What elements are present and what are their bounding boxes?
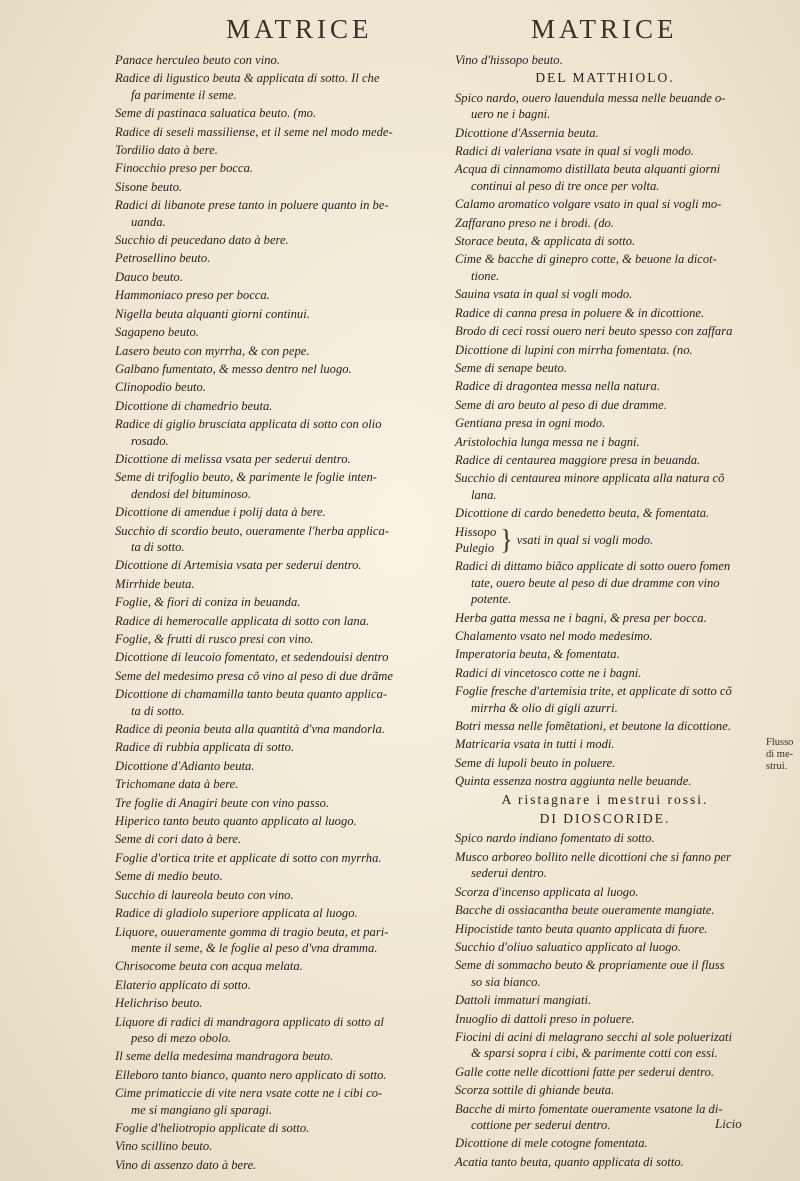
remedy-entry (115, 1014, 433, 1047)
remedy-entry: Quinta essenza nostra aggiunta nelle beuande. (455, 774, 692, 789)
remedy-entry: Matricaria vsata in tutti i modi. (455, 737, 615, 752)
remedy-entry: Lasero beuto con myrrha, & con pepe. (115, 343, 310, 358)
entry-line: Succhio di scordio beuto, oueramente l'herba applica- (115, 523, 389, 538)
remedy-entry: Seme di medio beuto. (115, 869, 223, 884)
remedy-entry (455, 470, 755, 503)
entry-line: Cime primaticcie di vite nera vsate cotte ne i cibi co- (115, 1086, 383, 1101)
remedy-entry (455, 251, 755, 284)
entry-line: Cime & bacche di ginepro cotte, & beuone la dicot- (455, 252, 717, 267)
remedy-entry: Calamo aromatico volgare vsato in qual si vogli mo- (455, 197, 722, 212)
remedy-entry: Vino di assenzo dato à bere. (115, 1157, 257, 1172)
remedy-entry: Scorza d'incenso applicata al luogo. (455, 884, 639, 899)
remedy-entry: Radice di hemerocalle applicata di sotto con lana. (115, 613, 370, 628)
entry-line: Radici di libanote prese tanto in poluere quanto in be- (115, 198, 389, 213)
remedy-entry: Radice di peonia beuta alla quantità d'vna mandorla. (115, 722, 385, 737)
remedy-entry: Sagapeno beuto. (115, 325, 199, 340)
remedy-entry: Hipocistide tanto beuta quanto applicata di fuore. (455, 921, 708, 936)
entry-continuation: dendosi del bituminoso. (131, 486, 251, 501)
entry-continuation: tate, ouero beute al peso di due dramme con vino (471, 575, 720, 590)
remedy-entry: Foglie d'heliotropio applicate di sotto. (115, 1120, 310, 1135)
remedy-entry: Storace beuta, & applicata di sotto. (455, 234, 636, 249)
remedy-entry: Galbano fumentato, & messo dentro nel luogo. (115, 361, 352, 376)
remedy-entry: Acatia tanto beuta, quanto applicata di sotto. (455, 1154, 684, 1169)
entry-line: Seme di sommacho beuto & propriamente oue il fluss (455, 958, 725, 973)
remedy-entry: Foglie, & fiori di coniza in beuanda. (115, 595, 301, 610)
remedy-entry: Il seme della medesima mandragora beuto. (115, 1049, 334, 1064)
right-column (455, 52, 755, 1172)
left-column (115, 52, 433, 1175)
entry-continuation: potente. (471, 592, 512, 607)
remedy-entry: Galle cotte nelle dicottioni fatte per sederui dentro. (455, 1064, 715, 1079)
remedy-entry: Radice di gladiolo superiore applicata al luogo. (115, 906, 358, 921)
remedy-entry: Elaterio applicato di sotto. (115, 977, 251, 992)
remedy-entry: Succhio di laureola beuto con vino. (115, 887, 294, 902)
remedy-entry: Chalamento vsato nel modo medesimo. (455, 629, 653, 643)
remedy-entry: Radice di dragontea messa nella natura. (455, 379, 660, 394)
remedy-entry: Dattoli immaturi mangiati. (455, 993, 592, 1008)
remedy-entry: Radice di seseli massiliense, et il seme nel modo mede- (115, 124, 393, 139)
remedy-entry (455, 161, 755, 194)
running-head-right: MATRICE (531, 14, 678, 44)
remedy-entry: Vino scillino beuto. (115, 1139, 213, 1154)
remedy-entry: Tordilio dato à bere. (115, 143, 218, 158)
brace-name: Pulegio (455, 540, 495, 555)
remedy-entry: Spico nardo indiano fomentato di sotto. (455, 831, 655, 846)
entry-line: Fiocini di acini di melagrano secchi al sole poluerizati (455, 1029, 733, 1044)
remedy-entry (455, 957, 755, 990)
remedy-entry: Bacche di ossiacantha beute oueramente mangiate. (455, 903, 715, 918)
entry-line: Radici di dittamo biãco applicate di sotto ouero fomen (455, 559, 731, 574)
remedy-entry (115, 197, 433, 230)
entry-continuation: fa parimente il seme. (131, 87, 237, 102)
remedy-entry: Trichomane data à bere. (115, 777, 239, 792)
entry-line: Foglie fresche d'artemisia trite, et applicate di sotto cõ (455, 684, 732, 699)
remedy-entry: Mirrhide beuta. (115, 576, 195, 591)
remedy-entry: Helichriso beuto. (115, 996, 203, 1011)
remedy-entry: Radice di centaurea maggiore presa in beuanda. (455, 452, 701, 467)
remedy-entry: Seme di pastinaca saluatica beuto. (mo. (115, 106, 317, 121)
remedy-entry: Nigella beuta alquanti giorni continui. (115, 306, 310, 321)
remedy-entry: Sauina vsata in qual si vogli modo. (455, 287, 633, 302)
remedy-entry (455, 1101, 755, 1134)
remedy-entry (455, 683, 755, 716)
entry-continuation: continui al peso di tre once per volta. (471, 178, 660, 193)
entry-continuation: ta di sotto. (131, 703, 185, 718)
remedy-entry: Vino d'hissopo beuto. (455, 53, 563, 67)
entry-line: Radice di giglio brusciata applicata di sotto con olio (115, 417, 382, 432)
remedy-entry (455, 90, 755, 123)
brace-text: vsati in qual si vogli modo. (516, 532, 654, 547)
remedy-entry: Herba gatta messa ne i bagni, & presa per bocca. (455, 610, 707, 625)
running-head-left: MATRICE (226, 14, 373, 44)
remedy-entry (115, 1085, 433, 1118)
remedy-entry: Botri messa nelle fomẽtationi, et beutone la dicottione. (455, 719, 731, 734)
catchword: Licio (715, 1116, 742, 1131)
remedy-entry: Seme del medesimo presa cõ vino al peso di due drãme (115, 668, 393, 683)
entry-continuation: tione. (471, 268, 500, 283)
section-heading-matthiolo: DEL MATTHIOLO. (535, 70, 675, 86)
remedy-entry: Seme di aro beuto al peso di due dramme. (455, 397, 667, 412)
remedy-entry (115, 416, 433, 449)
entry-line: Radice di ligustico beuta & applicata di sotto. Il che (115, 71, 380, 86)
remedy-entry: Seme di senape beuto. (455, 360, 567, 375)
marginal-note: Flusso di me-strui. (766, 737, 794, 772)
remedy-entry (115, 686, 433, 719)
remedy-entry: Clinopodio beuto. (115, 380, 206, 395)
dioscoride-entries (455, 830, 755, 1170)
remedy-entry: Chrisocome beuta con acqua melata. (115, 959, 303, 974)
remedy-entry: Dauco beuto. (115, 269, 183, 284)
remedy-entry: Dicottione di cardo benedetto beuta, & fomentata. (455, 506, 710, 521)
remedy-entry: Brodo di ceci rossi ouero neri beuto spesso con zaffara (455, 324, 733, 339)
remedy-entry: Dicottione di Artemisia vsata per sederui dentro. (115, 558, 362, 573)
entry-continuation: sederui dentro. (471, 866, 547, 881)
remedy-entry: Tre foglie di Anagiri beute con vino passo. (115, 795, 330, 810)
remedy-entry: Dicottione di chamedrio beuta. (115, 398, 273, 413)
remedy-entry: Seme di lupoli beuto in poluere. (455, 755, 616, 770)
entry-line: Musco arboreo bollito nelle dicottioni che si fanno per (455, 849, 731, 864)
remedy-entry (115, 924, 433, 957)
remedy-entry: Dicottione di amendue i polij data à bere. (115, 505, 326, 520)
remedy-entry: Elleboro tanto bianco, quanto nero applicato di sotto. (115, 1067, 387, 1082)
matthiolo-entries-a (455, 90, 755, 522)
remedy-entry: Seme di cori dato à bere. (115, 832, 242, 847)
entry-continuation: uero ne i bagni. (471, 107, 551, 122)
remedy-entry: Dicottione di mele cotogne fomentata. (455, 1136, 648, 1151)
remedy-entry: Succhio di peucedano dato à bere. (115, 233, 289, 248)
remedy-entry: Hiperico tanto beuto quanto applicato al luogo. (115, 814, 357, 829)
entry-line: Bacche di mirto fomentate oueramente vsatone la di- (455, 1101, 723, 1116)
remedy-entry: Radici di valeriana vsate in qual si vogli modo. (455, 144, 694, 159)
entry-line: Spico nardo, ouero lauendula messa nelle beuande o- (455, 90, 726, 105)
brace-entry (455, 524, 755, 557)
remedy-entry (115, 70, 433, 103)
entry-continuation: lana. (471, 487, 497, 502)
entry-continuation: uanda. (131, 214, 166, 229)
curly-brace-icon: } (500, 523, 513, 556)
entry-continuation: ta di sotto. (131, 539, 185, 554)
entry-line: Dicottione di chamamilla tanto beuta quanto applica- (115, 687, 388, 702)
entry-continuation: me si mangiano gli sparagi. (131, 1102, 272, 1117)
remedy-entry: Gentiana presa in ogni modo. (455, 416, 606, 431)
entry-line: Succhio di centaurea minore applicata alla natura cõ (455, 471, 725, 486)
entry-continuation: so sia bianco. (471, 974, 541, 989)
remedy-entry (115, 469, 433, 502)
remedy-entry: Sisone beuto. (115, 179, 183, 194)
entry-continuation: cottione per sederui dentro. (471, 1117, 611, 1132)
entry-continuation: mente il seme, & le foglie al peso d'vna dramma. (131, 940, 378, 955)
brace-name: Hissopo (455, 524, 497, 539)
entry-continuation: mirrha & olio di gigli azurri. (471, 700, 618, 715)
remedy-entry (455, 849, 755, 882)
entry-line: Acqua di cinnamomo distillata beuta alquanti giorni (455, 162, 721, 177)
entry-continuation: peso di mezo obolo. (131, 1030, 232, 1045)
remedy-entry (455, 1029, 755, 1062)
remedy-entry: Aristolochia lunga messa ne i bagni. (455, 434, 640, 449)
brace-names (455, 524, 496, 557)
remedy-entry: Radice di canna presa in poluere & in dicottione. (455, 305, 705, 320)
remedy-entry: Succhio d'oliuo saluatico applicato al luogo. (455, 939, 681, 954)
remedy-entry (455, 558, 755, 607)
remedy-entry: Foglie d'ortica trite et applicate di sotto con myrrha. (115, 850, 382, 865)
remedy-entry (115, 523, 433, 556)
remedy-entry: Dicottione d'Adianto beuta. (115, 758, 255, 773)
entry-line: Liquore, ouueramente gomma di tragio beuta, et pari- (115, 924, 389, 939)
remedy-entry: Scorza sottile di ghiande beuta. (455, 1083, 615, 1098)
remedy-entry: Hammoniaco preso per bocca. (115, 288, 270, 303)
remedy-entry: Dicottione di lupini con mirrha fomentata. (no. (455, 342, 693, 357)
remedy-entry: Panace herculeo beuto con vino. (115, 53, 280, 67)
remedy-entry: Dicottione di leucoio fomentato, et sedendouisi dentro (115, 650, 389, 665)
remedy-entry: Foglie, & frutti di rusco presi con vino. (115, 632, 314, 646)
remedy-entry: Radice di rubbia applicata di sotto. (115, 740, 295, 755)
remedy-entry: Petrosellino beuto. (115, 251, 211, 266)
section-heading-ristagnare: A ristagnare i mestrui rossi. (501, 791, 709, 807)
remedy-entry: Imperatoria beuta, & fomentata. (455, 647, 620, 662)
entry-line: Liquore di radici di mandragora applicato di sotto al (115, 1014, 384, 1029)
right-top-entries (455, 52, 755, 68)
matthiolo-entries-b (455, 558, 755, 789)
remedy-entry: Dicottione di melissa vsata per sederui dentro. (115, 451, 351, 466)
remedy-entry: Inuoglio di dattoli preso in poluere. (455, 1011, 635, 1026)
entry-continuation: rosado. (131, 433, 169, 448)
entry-continuation: & sparsi sopra i cibi, & parimente cotti con essi. (471, 1046, 718, 1061)
remedy-entry: Dicottione d'Assernia beuta. (455, 125, 599, 140)
remedy-entry: Radici di vincetosco cotte ne i bagni. (455, 665, 642, 680)
remedy-entry: Finocchio preso per bocca. (115, 161, 254, 176)
remedy-entry: Zaffarano preso ne i brodi. (do. (455, 215, 614, 230)
entry-line: Seme di trifoglio beuto, & parimente le foglie inten- (115, 470, 377, 485)
section-heading-dioscoride: DI DIOSCORIDE. (539, 811, 671, 827)
